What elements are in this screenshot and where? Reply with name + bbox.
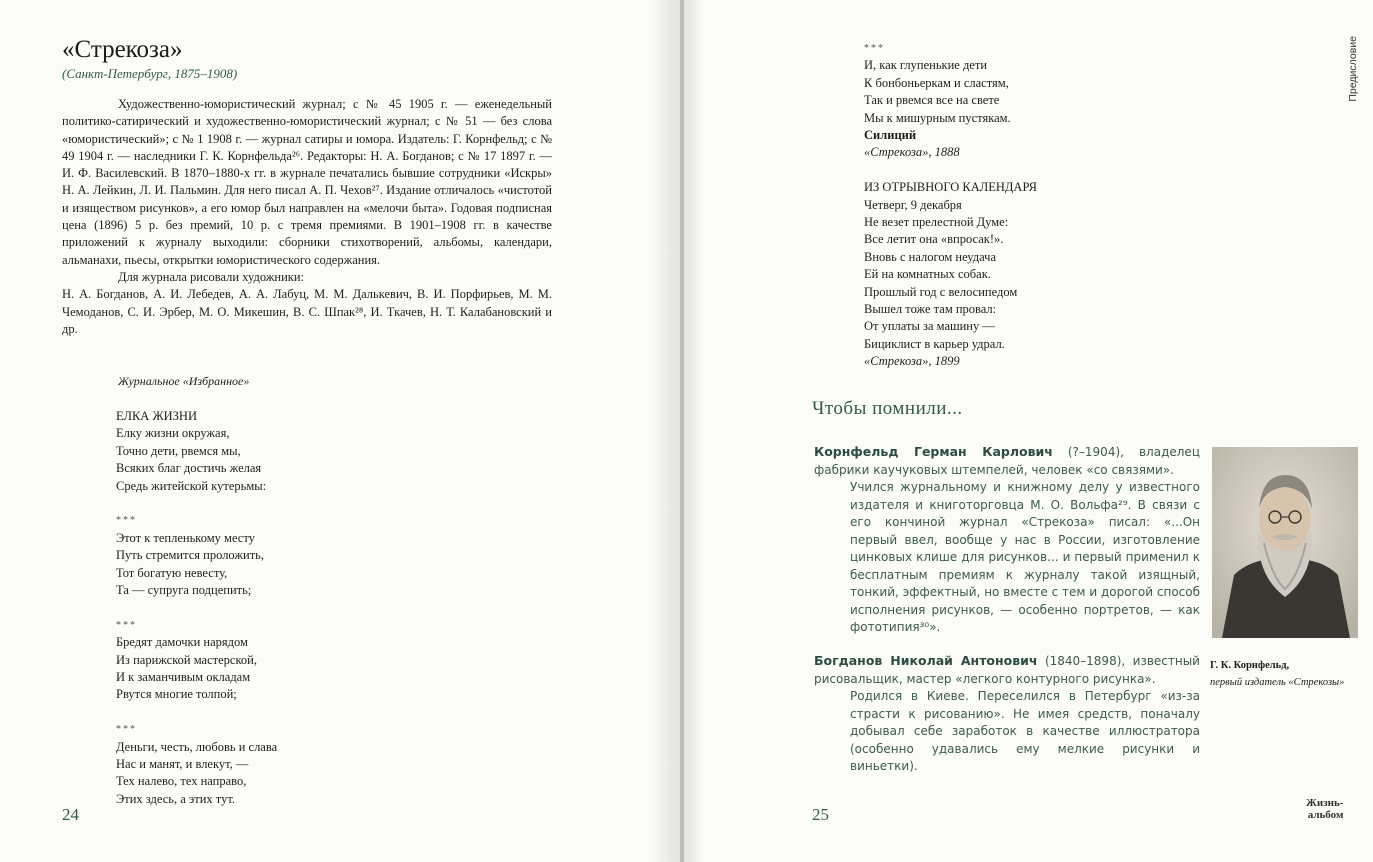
calendar-line: Вышел тоже там провал:	[864, 302, 997, 317]
calendar-title: ИЗ ОТРЫВНОГО КАЛЕНДАРЯ	[864, 180, 1037, 195]
caption-description: первый издатель «Стрекозы»	[1210, 677, 1345, 688]
right-page	[684, 0, 1373, 862]
stanza-separator: ***	[864, 43, 885, 54]
poem-line: Точно дети, рвемся мы,	[116, 443, 241, 458]
caption-name: Г. К. Корнфельд,	[1210, 660, 1290, 671]
bio-kornfeld	[814, 443, 1200, 637]
bio-text: Родился в Киеве. Переселился в Петербург «из-за страсти к рисованию». Не имея средств, поначалу добывал себе заработок в качестве иллюстратора (особенно удавались ему мелкие рисунки и виньетки).	[850, 689, 1200, 773]
collection-label: Журнальное «Избранное»	[118, 374, 250, 388]
left-page	[0, 0, 680, 862]
poem-line: Из парижской мастерской,	[116, 652, 257, 667]
brand-logo	[1306, 797, 1343, 821]
poem-line: Всяких благ достичь желая	[116, 461, 262, 476]
poem-line: Деньги, честь, любовь и слава	[116, 739, 278, 754]
calendar-line: Не везет прелестной Думе:	[864, 215, 1009, 230]
poem-line: Та — супруга подцепить;	[116, 583, 252, 598]
portrait-caption	[1210, 657, 1370, 691]
poem-elka-zhizni	[116, 408, 277, 808]
bio-text: владелец фабрики каучуковых штемпелей, человек «со связями».	[814, 445, 1200, 477]
calendar-line: Ей на комнатных собак.	[864, 267, 991, 282]
calendar-line: От уплаты за машину —	[864, 319, 995, 334]
magazine-description	[62, 96, 552, 338]
brand-line: альбом	[1307, 809, 1344, 821]
page-number-right: 25	[812, 805, 829, 824]
calendar-line: Все летит она «впросак!».	[864, 232, 1004, 247]
bio-dates: (1840–1898),	[1044, 654, 1126, 668]
poem-line: Мы к мишурным пустякам.	[864, 110, 1011, 125]
poem-source: «Стрекоза», 1888	[864, 145, 960, 160]
description-paragraph: Художественно-юмористический журнал; с № 45 1905 г. — еженедельный политико-сатирический и художественно-юмористический журнал; с № 51 — без слова «юмористический»; с № 1 1908 г. — журнал сатиры и юмора. Издатель: Г. Корнфельд; с № 49 1904 г. — наследники Г. К. Корнфельда²⁶. Редакторы: Н. А. Богданов; с № 17 1897 г. — И. Ф. Василевский. В 1870–1880-х гг. в журнале печатались бывшие сотрудники «Искры» Н. А. Лейкин, Л. И. Пальмин. Для него писал А. П. Чехов²⁷. Издание отличалось «чистотой и изяществом рисунков», а его юмор был направлен на «мелочи быта». Годовая подписная цена (1896) 5 р. без премий, 10 р. с тремя премиями. В 1901–1908 гг. в качестве приложений к журналу выходили: сборники стихотворений, альбомы, календари, альманахи, пьесы, открытки юмористического содержания.	[62, 97, 552, 267]
calendar-line: Вновь с налогом неудача	[864, 249, 997, 264]
poem-line: Так и рвемся все на свете	[864, 93, 1000, 108]
portrait-photo	[1212, 447, 1358, 638]
bio-name: Богданов Николай Антонович	[814, 653, 1038, 668]
stanza-separator: ***	[116, 515, 137, 527]
poem-line: Нас и манят, и влекут, —	[116, 757, 249, 772]
poem-line: И к заманчивым окладам	[116, 670, 251, 685]
bio-text: известный рисовальщик, мастер «легкого контурного рисунка».	[814, 654, 1200, 686]
poem-line: К бонбоньеркам и сластям,	[864, 75, 1009, 90]
stanza-separator: ***	[116, 724, 137, 736]
magazine-title: «Стрекоза»	[62, 36, 183, 63]
poem-continuation	[864, 40, 1037, 371]
portrait-illustration	[1212, 447, 1358, 638]
poem-author: Силиций	[864, 128, 917, 143]
poem-line: Этих здесь, а этих тут.	[116, 791, 235, 806]
calendar-line: Бициклист в карьер удрал.	[864, 336, 1005, 351]
section-side-tab[interactable]: Предисловие	[1347, 36, 1359, 102]
poem-line: И, как глупенькие дети	[864, 58, 988, 73]
poem-line: Тот богатую невесту,	[116, 565, 228, 580]
bio-name: Корнфельд Герман Карлович	[814, 444, 1053, 459]
artists-label: Для журнала рисовали художники:	[118, 269, 305, 284]
artists-list: Н. А. Богданов, А. И. Лебедев, А. А. Лабуц, М. М. Далькевич, В. И. Порфирьев, М. М. Чемоданов, С. И. Эрбер, М. О. Микешин, В. С. Шпак²⁸, И. Ткачев, Н. Т. Калабановский и др.	[62, 287, 552, 336]
poem-line: Тех налево, тех направо,	[116, 774, 247, 789]
poem-line: Этот к тепленькому месту	[116, 530, 255, 545]
poem-line: Бредят дамочки нарядом	[116, 635, 248, 650]
poem-source: «Стрекоза», 1899	[864, 354, 960, 369]
poem-line: Средь житейской кутерьмы:	[116, 478, 267, 493]
brand-line: Жизнь-	[1306, 797, 1344, 809]
section-heading: Чтобы помнили...	[812, 398, 963, 419]
bio-text: Учился журнальному и книжному делу у известного издателя и книготорговца М. О. Вольфа²⁹. В связи с его кончиной журнал «Стрекоза» писал: «...Он первый ввел, вообще у нас в России, изготовление цинковых клише для рисунков... и первый применил к бесплатным премиям к журналу такой изящный, тонкий, эффектный, но вместе с тем и дорогой способ исполнения рисунков, — особенно портретов, — как фототипия³⁰».	[850, 480, 1200, 634]
stanza-separator: ***	[116, 619, 137, 631]
poem-line: Рвутся многие толпой;	[116, 687, 237, 702]
calendar-line: Четверг, 9 декабря	[864, 197, 962, 212]
bio-bogdanov	[814, 652, 1200, 776]
poem-line: Елку жизни окружая,	[116, 426, 230, 441]
poem-title: ЕЛКА ЖИЗНИ	[116, 409, 197, 423]
bio-dates: (?–1904),	[1067, 445, 1124, 459]
magazine-subtitle: (Санкт-Петербург, 1875–1908)	[62, 66, 238, 81]
page-number-left: 24	[62, 805, 79, 824]
calendar-line: Прошлый год с велосипедом	[864, 284, 1018, 299]
poem-line: Путь стремится проложить,	[116, 548, 264, 563]
